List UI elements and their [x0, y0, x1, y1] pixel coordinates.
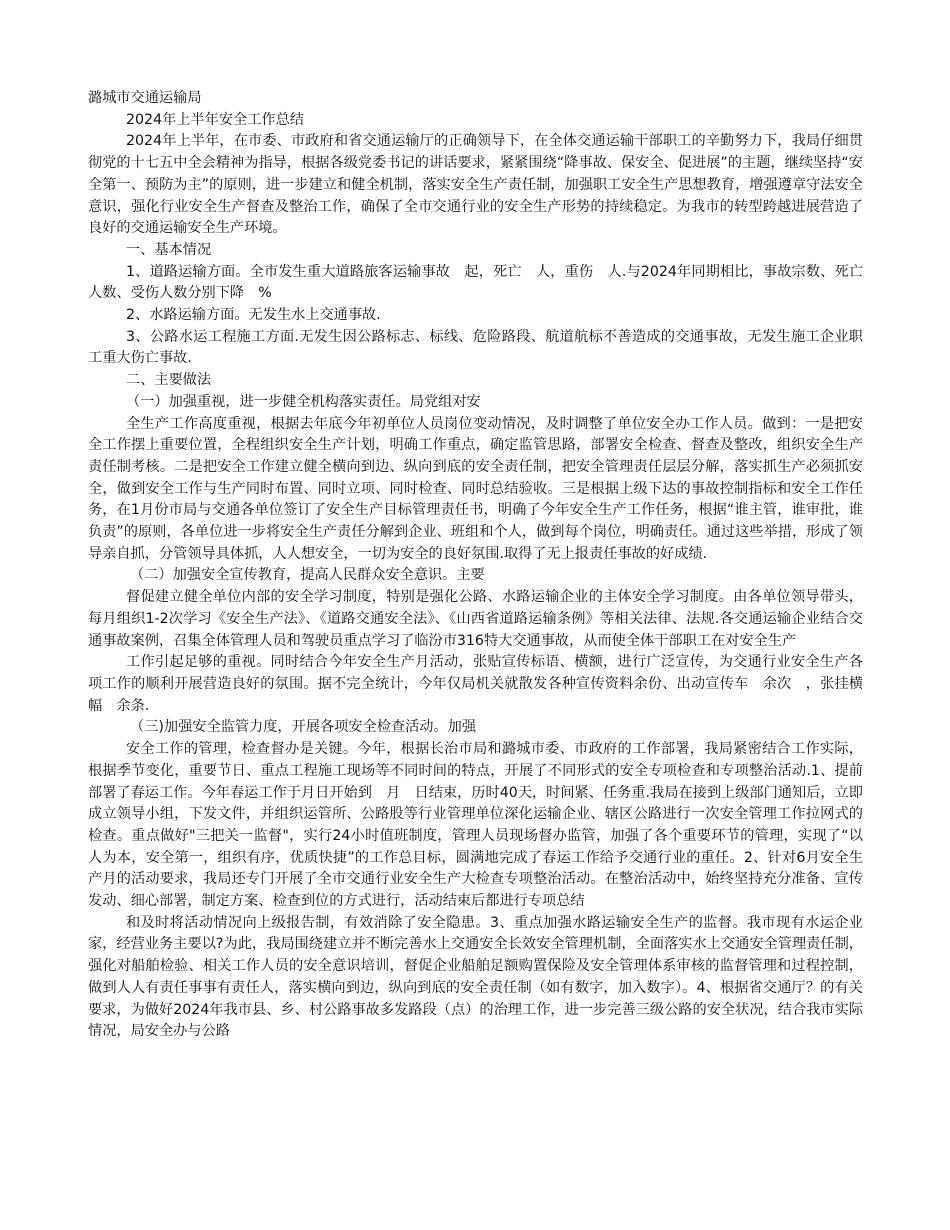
- section-heading-basic: 一、基本情况: [126, 241, 212, 258]
- paragraph-study-system: 督促建立健全单位内部的安全学习制度，特别是强化公路、水路运输企业的主体安全学习制度。由各单位领导带头，每月组织1-2次学习《安全生产法》、《道路交通安全法》、《山西省道路运输条例》等相关法律、法规.各交通运输企业结合交通事故案例，召集全体管理人员和驾驶员重点学习了临汾市316特大交通事故，从而使全体干部职工在对安全生产: [88, 589, 863, 649]
- document-page: [88, 88, 878, 1043]
- intro-paragraph: 2024年上半年，在市委、市政府和省交通运输厅的正确领导下，在全体交通运输干部职工的辛勤努力下，我局仔细贯彻党的十七五中全会精神为指导，根据各级党委书记的讲话要求，紧紧围绕“降事故、保安全、促进展”的主题，继续坚持“安全第一、预防为主”的原则，进一步建立和健全机制，落实安全生产责任制，加强职工安全生产思想教育，增强遵章守法安全意识，强化行业安全生产督查及整治工作，确保了全市交通行业的安全生产形势的持续稳定。为我市的转型跨越进展营造了良好的交通运输安全生产环境。: [88, 133, 863, 237]
- paragraph-inspection: 安全工作的管理，检查督办是关键。今年，根据长治市局和潞城市委、市政府的工作部署，我局紧密结合工作实际，根据季节变化，重要节日、重点工程施工现场等不同时间的特点，开展了不同形式的安全专项检查和专项整治活动.1、提前部署了春运工作。今年春运工作于月日开始到 月 日结束，历时40天，时间紧、任务重.我局在接到上级部门通知后，立即成立领导小组，下发文件，并组织运管所、公路股等行业管理单位深化运输企业、辖区公路进行一次安全管理工作拉网式的检查。重点做好"三把关一监督"，实行24小时值班制度，管理人员现场督办监管，加强了各个重要环节的管理，实现了“以人为本，安全第一，组织有序，优质快捷”的工作总目标，圆满地完成了春运工作给予交通行业的重任。2、针对6月安全生产月的活动要求，我局还专门开展了全市交通行业安全生产大检查专项整治活动。在整治活动中，始终坚持充分准备、宣传发动、细心部署，制定方案、检查到位的方式进行，活动结束后都进行专项总结: [88, 741, 863, 910]
- paragraph-publicity: 工作引起足够的重视。同时结合今年安全生产月活动，张贴宣传标语、横额，进行广泛宣传，为交通行业安全生产各项工作的顺利开展营造良好的氛围。据不完全统计，今年仅局机关就散发各种宣传资料余份、出动宣传车 余次 ，张挂横幅 余条.: [88, 654, 863, 714]
- subheading-three: （三)加强安全监管力度，开展各项安全检查活动。加强: [130, 719, 477, 736]
- section-heading-main-work: 二、主要做法: [126, 372, 212, 389]
- subheading-one: （一）加强重视，进一步健全机构落实责任。局党组对安: [126, 393, 481, 410]
- organization-name: 潞城市交通运输局: [88, 90, 202, 106]
- subheading-two: （二）加强安全宣传教育，提高人民群众安全意识。主要: [130, 567, 485, 584]
- paragraph-water-supervision: 和及时将活动情况向上级报告制，有效消除了安全隐患。3、重点加强水路运输安全生产的监督。我市现有水运企业 家，经营业务主要以?为此，我局围绕建立并不断完善水上交通安全长效安全管理机制，全面落实水上交通安全管理责任制，强化对船舶检验、相关工作人员的安全意识培训，督促企业船舶足额购置保险及安全管理体系审核的监督管理和过程控制，做到人人有责任事事有责任人，落实横向到边，纵向到底的安全责任制（如有数字，加入数字）。4、根据省交通厅？的有关要求，为做好2024年我市县、乡、村公路事故多发路段（点）的治理工作，进一步完善三级公路的安全状况，结合我市实际情况，局安全办与公路: [88, 914, 878, 1040]
- document-title: 2024年上半年安全工作总结: [126, 111, 304, 128]
- paragraph-responsibility: 全生产工作高度重视，根据去年底今年初单位人员岗位变动情况，及时调整了单位安全办工作人员。做到：一是把安全工作摆上重要位置，全程组织安全生产计划，明确工作重点，确定监管思路，部署安全检查、督查及整改，组织安全生产责任制考核。二是把安全工作建立健全横向到边、纵向到底的安全责任制，把安全管理责任层层分解，落实抓生产必须抓安全，做到安全工作与生产同时布置、同时立项、同时检查、同时总结验收。三是根据上级下达的事故控制指标和安全工作任务，在1月份市局与交通各单位签订了安全生产目标管理责任书，明确了今年安全生产工作任务，根据“谁主管，谁审批，谁负责”的原则，各单位进一步将安全生产责任分解到企业、班组和个人，做到每个岗位，明确责任。通过这些举措，形成了领导亲自抓，分管领导具体抓，人人想安全，一切为安全的良好氛围.取得了无上报责任事故的好成绩.: [88, 415, 863, 562]
- paragraph-construction: 3、公路水运工程施工方面.无发生因公路标志、标线、危险路段、航道航标不善造成的交通事故，无发生施工企业职工重大伤亡事故.: [88, 328, 863, 367]
- paragraph-water-transport: 2、水路运输方面。无发生水上交通事故.: [126, 307, 381, 324]
- paragraph-road-transport: 1、道路运输方面。全市发生重大道路旅客运输事故 起，死亡 人，重伤 人.与2024年同期相比，事故宗数、死亡人数、受伤人数分别下降 %: [88, 263, 863, 302]
